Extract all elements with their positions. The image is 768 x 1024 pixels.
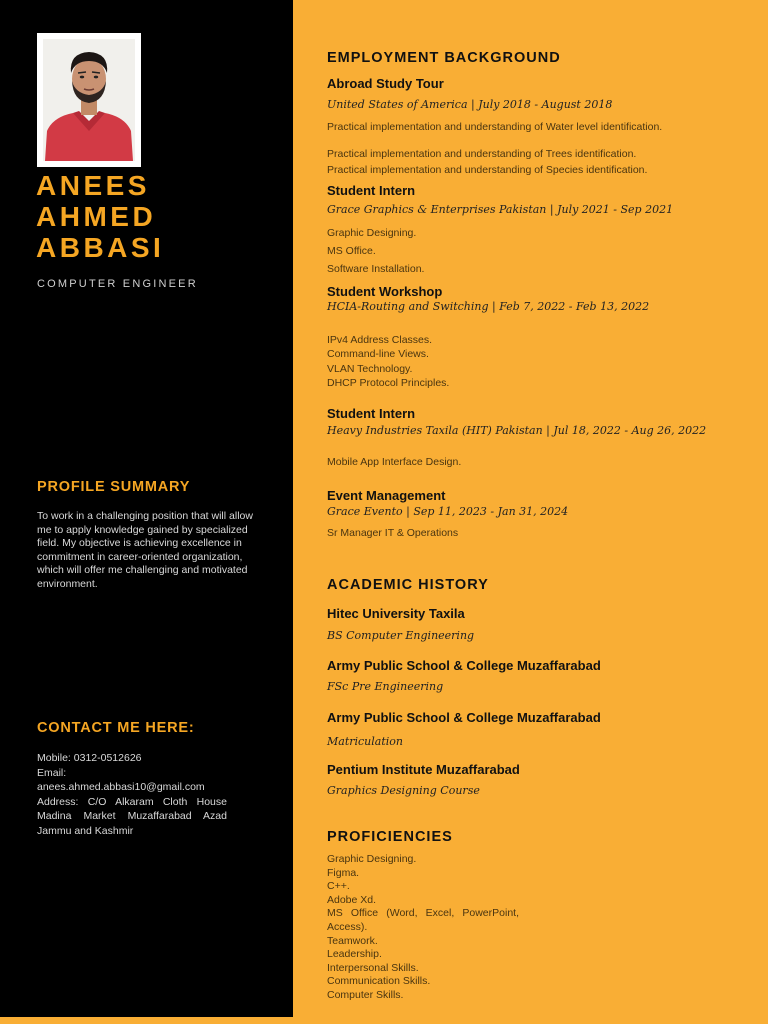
proficiency-item: Interpersonal Skills. [327, 961, 419, 974]
profile-summary-text: To work in a challenging position that will allow me to apply knowledge gained by specialized field. My objective is achieving excellence in commitment in career-oriented organization, which will offer me challenging and motivated environment. [37, 510, 253, 590]
employment-entry-desc-line: DHCP Protocol Principles. [327, 377, 450, 389]
employment-entry-desc-line: IPv4 Address Classes. [327, 334, 433, 346]
job-title: COMPUTER ENGINEER [37, 278, 198, 290]
employment-entry-desc-line: Practical implementation and understanding of Water level identification. [327, 121, 663, 133]
employment-entry-desc-line: MS Office. [327, 245, 376, 257]
academic-entry-title: Pentium Institute Muzaffarabad [327, 762, 520, 777]
contact-details [37, 751, 227, 839]
academic-entry-title: Army Public School & College Muzaffarabad [327, 658, 601, 673]
contact-address: Address: C/O Alkaram Cloth House Madina Market Muzaffarabad Azad Jammu and Kashmir [37, 795, 227, 837]
proficiencies-heading: PROFICIENCIES [327, 829, 453, 845]
employment-entry-sub: Grace Graphics & Enterprises Pakistan | July 2021 - Sep 2021 [327, 203, 674, 216]
employment-entry-title: Student Workshop [327, 284, 443, 299]
employment-entry-desc-line: Practical implementation and understanding of Trees identification. [327, 148, 637, 160]
sidebar [0, 0, 293, 1017]
proficiency-item: Graphic Designing. [327, 853, 417, 865]
employment-entry-sub: Grace Evento | Sep 11, 2023 - Jan 31, 2024 [327, 505, 569, 518]
academic-entry-sub: BS Computer Engineering [327, 629, 475, 642]
name-line-first: ANEES [36, 170, 150, 201]
proficiency-item: Teamwork. [327, 934, 378, 947]
name-line-last: ABBASI [36, 232, 165, 263]
contact-email-label: Email: [37, 766, 67, 779]
academic-entry-title: Hitec University Taxila [327, 606, 465, 621]
employment-entry-title: Student Intern [327, 183, 416, 198]
profile-summary-heading: PROFILE SUMMARY [37, 479, 191, 495]
contact-mobile: Mobile: 0312-0512626 [37, 752, 142, 764]
employment-entry-desc-line: Command-line Views. [327, 348, 429, 360]
proficiencies-list [327, 853, 519, 1003]
employment-entry-desc-line: Mobile App Interface Design. [327, 456, 462, 468]
employment-heading: EMPLOYMENT BACKGROUND [327, 50, 561, 66]
name-line-middle: AHMED [36, 201, 157, 232]
employment-entry-title: Event Management [327, 488, 446, 503]
employment-entry-desc-line: Software Installation. [327, 263, 425, 275]
proficiency-item: Computer Skills. [327, 988, 404, 1001]
proficiency-item: Communication Skills. [327, 975, 431, 988]
bottom-border [0, 1017, 768, 1024]
employment-entry-title: Student Intern [327, 406, 416, 421]
proficiency-item: MS Office (Word, Excel, PowerPoint, Access). [327, 907, 519, 933]
academic-entry-title: Army Public School & College Muzaffarabad [327, 710, 601, 725]
contact-heading: CONTACT ME HERE: [37, 720, 195, 736]
employment-entry-desc-line: VLAN Technology. [327, 363, 413, 375]
employment-entry-sub: United States of America | July 2018 - August 2018 [327, 98, 613, 111]
academic-entry-sub: Graphics Designing Course [327, 784, 480, 797]
academic-heading: ACADEMIC HISTORY [327, 577, 489, 593]
employment-entry-sub: HCIA-Routing and Switching | Feb 7, 2022 - Feb 13, 2022 [327, 300, 650, 313]
candidate-name [36, 170, 164, 263]
proficiency-item: Leadership. [327, 948, 382, 961]
employment-entry-desc-line: Graphic Designing. [327, 227, 417, 239]
proficiency-item: Adobe Xd. [327, 893, 377, 906]
portrait-image [43, 39, 135, 161]
employment-entry-desc-line: Practical implementation and understanding of Species identification. [327, 164, 648, 176]
profile-photo [37, 33, 141, 167]
proficiency-item: C++. [327, 880, 350, 893]
employment-entry-sub: Heavy Industries Taxila (HIT) Pakistan | Jul 18, 2022 - Aug 26, 2022 [327, 424, 707, 437]
academic-entry-sub: FSc Pre Engineering [327, 680, 444, 693]
proficiency-item: Figma. [327, 866, 360, 879]
academic-entry-sub: Matriculation [327, 735, 403, 748]
contact-email[interactable]: anees.ahmed.abbasi10@gmail.com [37, 781, 205, 794]
employment-entry-title: Abroad Study Tour [327, 76, 444, 91]
employment-entry-desc-line: Sr Manager IT & Operations [327, 527, 459, 539]
